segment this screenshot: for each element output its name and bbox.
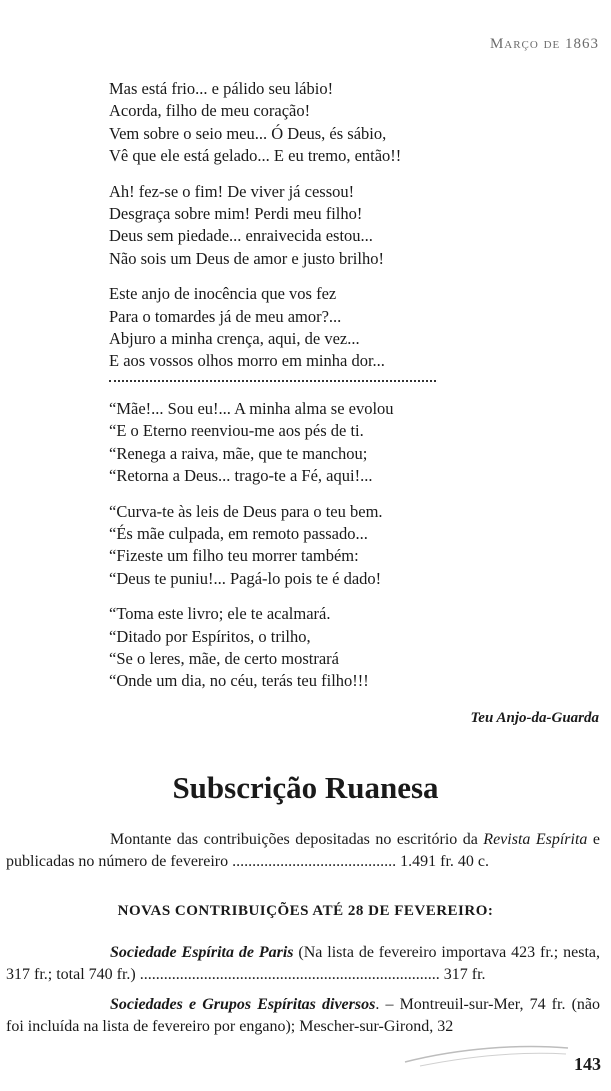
poem-part-1 <box>109 78 589 386</box>
poem-stanza <box>109 398 394 488</box>
p1-text-b: e publicadas no número de fevereiro ......................................... 1.491 fr. 40 c. <box>6 831 600 870</box>
poem-line: “Ditado por Espíritos, o trilho, <box>109 626 311 646</box>
p3-text: . – Montreuil-sur-Mer, 74 fr. (não foi incluída na lista de fevereiro por engano); Mescher-sur-Girond, 32 <box>6 996 600 1035</box>
poem-line: Vem sobre o seio meu... Ó Deus, és sábio, <box>109 123 387 143</box>
poem-stanza <box>109 501 394 591</box>
decorative-swoosh-icon <box>400 1040 570 1070</box>
poem-stanza <box>109 283 589 373</box>
poem-line: Não sois um Deus de amor e justo brilho! <box>109 248 384 268</box>
poem-line: Abjuro a minha crença, aqui, de vez... <box>109 329 360 349</box>
poem-line: Desgraça sobre mim! Perdi meu filho! <box>109 204 363 224</box>
poem-line: Este anjo de inocência que vos fez <box>109 284 337 304</box>
poem-line: “Onde um dia, no céu, terás teu filho!!! <box>109 671 369 691</box>
poem-line: “Retorna a Deus... trago-te a Fé, aqui!... <box>109 466 373 486</box>
paragraph-sociedade-paris <box>6 942 600 986</box>
poem-line: Vê que ele está gelado... E eu tremo, então!! <box>109 146 402 166</box>
paragraph-montante <box>6 829 600 873</box>
page-number: 143 <box>574 1054 601 1074</box>
poem-line: “Se o leres, mãe, de certo mostrará <box>109 649 339 669</box>
poem-signature: Teu Anjo-da-Guarda <box>470 710 599 726</box>
poem-stanza <box>109 181 589 271</box>
poem-line: “Curva-te às leis de Deus para o teu bem. <box>109 501 383 521</box>
poem-line: “Fizeste um filho teu morrer também: <box>109 546 359 566</box>
poem-line: Ah! fez-se o fim! De viver já cessou! <box>109 181 355 201</box>
p1-text-a: Montante das contribuições depositadas no escritório da <box>110 831 484 848</box>
p1-journal-title: Revista Espírita <box>483 831 588 848</box>
poem-line: “Renega a raiva, mãe, que te manchou; <box>109 443 368 463</box>
poem-line: “Toma este livro; ele te acalmará. <box>109 604 331 624</box>
poem-line: “Mãe!... Sou eu!... A minha alma se evolou <box>109 399 394 418</box>
paragraph-sociedades-diversas <box>6 994 600 1038</box>
poem-line: “Deus te puniu!... Pagá-lo pois te é dado! <box>109 568 382 588</box>
dotted-separator <box>109 372 436 382</box>
poem-part-2 <box>109 398 394 706</box>
p2-text: (Na lista de fevereiro importava 423 fr.; nesta, 317 fr.; total 740 fr.) ........................................................................... 317 fr. <box>6 944 600 983</box>
poem-stanza <box>109 78 589 168</box>
poem-line: Mas está frio... e pálido seu lábio! <box>109 79 334 98</box>
poem-line: Acorda, filho de meu coração! <box>109 101 311 121</box>
poem-line: Deus sem piedade... enraivecida estou... <box>109 226 373 246</box>
poem-stanza <box>109 603 394 693</box>
p3-society-name: Sociedades e Grupos Espíritas diversos <box>110 996 376 1013</box>
running-header: Março de 1863 <box>489 36 599 52</box>
poem-line: “E o Eterno reenviou-me aos pés de ti. <box>109 421 364 441</box>
poem-line: “És mãe culpada, em remoto passado... <box>109 524 368 544</box>
poem-line: E aos vossos olhos morro em minha dor... <box>109 351 385 371</box>
contributions-subhead: NOVAS CONTRIBUIÇÕES ATÉ 28 DE FEVEREIRO: <box>117 903 494 919</box>
poem-line: Para o tomardes já de meu amor?... <box>109 306 342 326</box>
p2-society-name: Sociedade Espírita de Paris <box>110 944 294 961</box>
section-title: Subscrição Ruanesa <box>172 770 439 805</box>
